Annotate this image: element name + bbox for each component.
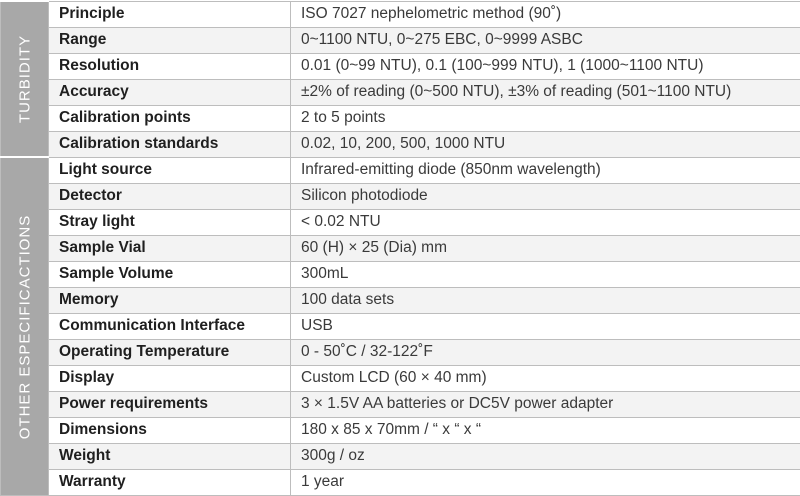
table-row [1,183,800,209]
spec-label: Calibration standards [49,131,291,157]
spec-value: 1 year [291,469,800,495]
table-row [1,105,800,131]
spec-label: Sample Volume [49,261,291,287]
spec-value: 60 (H) × 25 (Dia) mm [291,235,800,261]
table-row [1,365,800,391]
section-other-specifications [1,157,49,495]
spec-value: 0.01 (0~99 NTU), 0.1 (100~999 NTU), 1 (1000~1100 NTU) [291,53,800,79]
spec-value: 180 x 85 x 70mm / “ x “ x “ [291,417,800,443]
spec-label: Power requirements [49,391,291,417]
spec-label: Calibration points [49,105,291,131]
table-row [1,157,800,183]
spec-label: Range [49,27,291,53]
spec-label: Principle [49,1,291,27]
table-row [1,27,800,53]
table-row [1,79,800,105]
section-turbidity [1,1,49,157]
spec-value: 0.02, 10, 200, 500, 1000 NTU [291,131,800,157]
table-row [1,1,800,27]
spec-label: Communication Interface [49,313,291,339]
spec-label: Resolution [49,53,291,79]
spec-label: Sample Vial [49,235,291,261]
section-title: TURBIDITY [16,34,33,124]
spec-label: Stray light [49,209,291,235]
spec-value: Custom LCD (60 × 40 mm) [291,365,800,391]
table-row [1,131,800,157]
spec-value: 300mL [291,261,800,287]
table-row [1,287,800,313]
table-row [1,417,800,443]
table-row [1,209,800,235]
spec-value: ISO 7027 nephelometric method (90˚) [291,1,800,27]
spec-label: Display [49,365,291,391]
spec-value: 100 data sets [291,287,800,313]
table-row [1,235,800,261]
spec-label: Memory [49,287,291,313]
spec-label: Warranty [49,469,291,495]
table-row [1,313,800,339]
spec-label: Light source [49,157,291,183]
section-title: OTHER ESPECIFICACTIONS [16,214,33,439]
table-row [1,391,800,417]
spec-value: 2 to 5 points [291,105,800,131]
spec-label: Detector [49,183,291,209]
spec-value: < 0.02 NTU [291,209,800,235]
spec-value: 3 × 1.5V AA batteries or DC5V power adapter [291,391,800,417]
spec-value: Infrared-emitting diode (850nm wavelength) [291,157,800,183]
spec-label: Accuracy [49,79,291,105]
spec-value: 0~1100 NTU, 0~275 EBC, 0~9999 ASBC [291,27,800,53]
table-row [1,339,800,365]
spec-value: 300g / oz [291,443,800,469]
spec-value: USB [291,313,800,339]
spec-label: Weight [49,443,291,469]
spec-value: ±2% of reading (0~500 NTU), ±3% of reading (501~1100 NTU) [291,79,800,105]
table-row [1,469,800,495]
table-row [1,53,800,79]
spec-label: Operating Temperature [49,339,291,365]
spec-label: Dimensions [49,417,291,443]
spec-value: 0 - 50˚C / 32-122˚F [291,339,800,365]
spec-value: Silicon photodiode [291,183,800,209]
table-row [1,261,800,287]
table-row [1,443,800,469]
